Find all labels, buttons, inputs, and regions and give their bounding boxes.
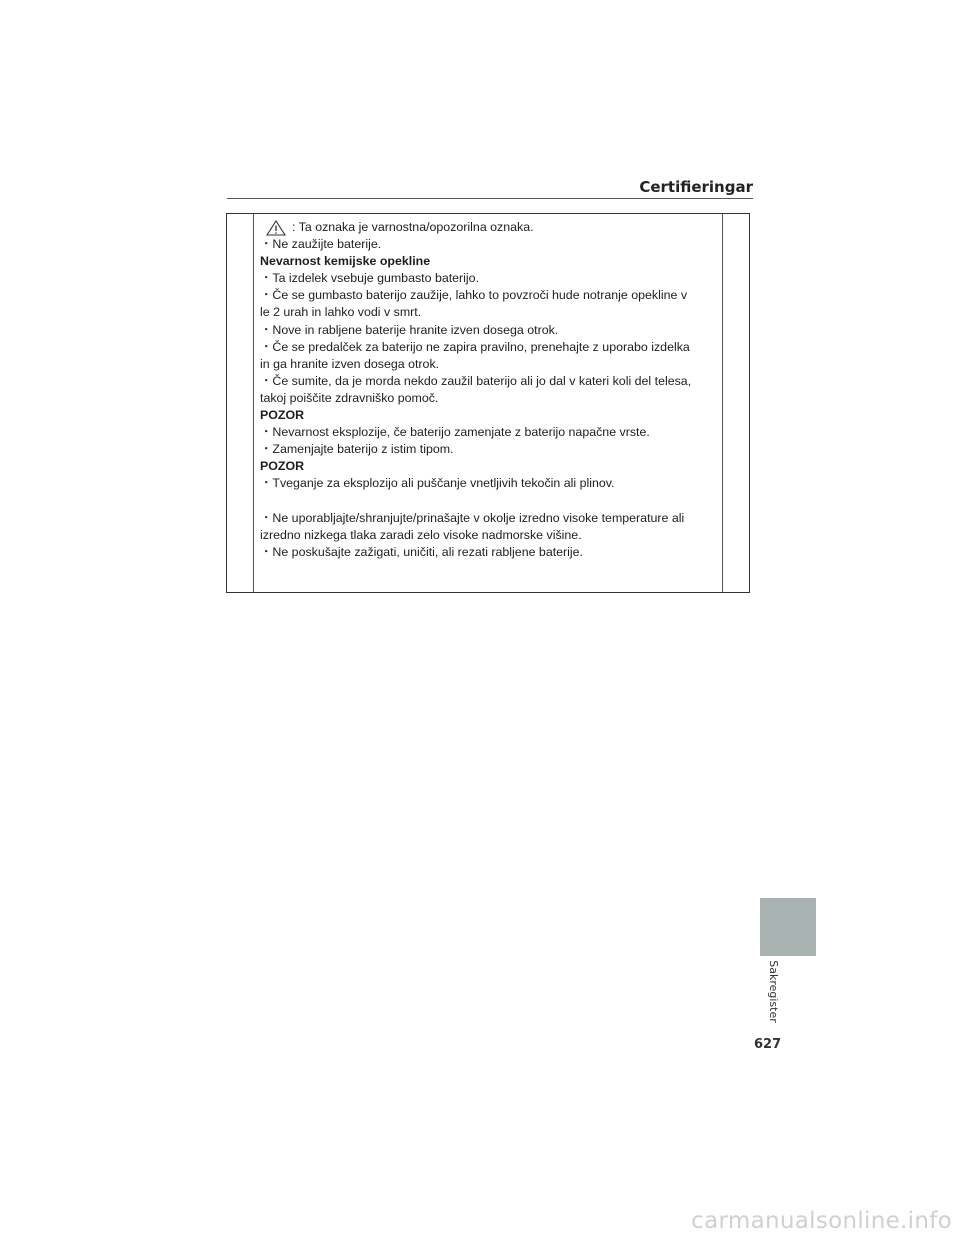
label-border-left: [253, 214, 254, 592]
side-section-tab: [760, 898, 816, 956]
label-border-right: [722, 214, 723, 592]
side-tab-label: [760, 958, 786, 1024]
label-line: ・Če se predalček za baterijo ne zapira pravilno, prenehajte z uporabo izdelka: [260, 339, 690, 354]
page-number: 627: [754, 1037, 782, 1052]
label-line-text: : Ta oznaka je varnostna/opozorilna oznaka.: [292, 220, 534, 234]
label-line: ・Zamenjajte baterijo z istim tipom.: [260, 442, 454, 457]
label-line: ・Če sumite, da je morda nekdo zaužil baterijo ali jo dal v kateri koli del telesa,: [260, 373, 692, 388]
warning-triangle-icon: [266, 220, 286, 236]
label-line: ・Nevarnost eksplozije, če baterijo zamenjate z baterijo napačne vrste.: [260, 425, 650, 440]
label-line: ・Tveganje za eksplozijo ali puščanje vnetljivih tekočin ali plinov.: [260, 476, 615, 491]
label-line: le 2 urah in lahko vodi v smrt.: [260, 305, 422, 320]
side-tab-label-text: Sakregister: [766, 959, 780, 1023]
label-line: ・Ne zaužijte baterije.: [260, 237, 382, 252]
battery-warning-label: [226, 213, 750, 593]
label-heading: Nevarnost kemijske opekline: [260, 254, 431, 269]
label-line: ・Ne poskušajte zažigati, uničiti, ali rezati rabljene baterije.: [260, 544, 584, 559]
label-line: ・Nove in rabljene baterije hranite izven dosega otrok.: [260, 322, 559, 337]
label-line: [260, 219, 700, 236]
section-title: Certifieringar: [639, 178, 753, 196]
label-line: takoj poiščite zdravniško pomoč.: [260, 390, 439, 405]
header-divider: [227, 198, 753, 199]
label-heading: POZOR: [260, 459, 305, 474]
label-line: ・Ne uporabljajte/shranjujte/prinašajte v okolje izredno visoke temperature ali: [260, 510, 685, 525]
label-heading: POZOR: [260, 408, 305, 423]
label-line: in ga hranite izven dosega otrok.: [260, 356, 440, 371]
watermark: carmanualsonline.info: [691, 1208, 952, 1234]
label-line: ・Če se gumbasto baterijo zaužije, lahko to povzroči hude notranje opekline v: [260, 288, 688, 303]
label-line: izredno nizkega tlaka zaradi zelo visoke nadmorske višine.: [260, 527, 582, 542]
label-text-block: [260, 219, 700, 561]
label-line: ・Ta izdelek vsebuje gumbasto baterijo.: [260, 271, 480, 286]
